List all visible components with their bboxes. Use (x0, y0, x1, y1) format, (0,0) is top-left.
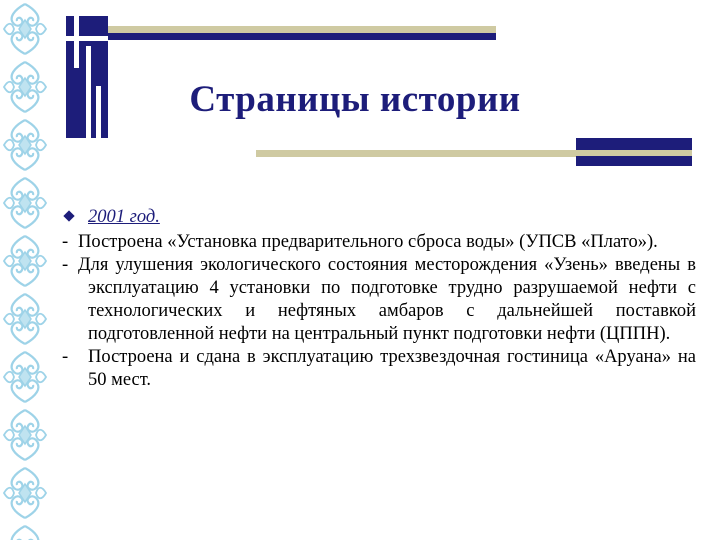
list-item-text: Построена «Установка предварительного сброса воды» (УПСВ «Плато»). (78, 232, 658, 252)
list-item (62, 254, 696, 346)
list-item-marker: - (62, 255, 69, 275)
slide-title: Страницы истории (189, 79, 521, 120)
decorative-right-stripe (576, 150, 692, 156)
decorative-top-bar-navy (108, 33, 496, 40)
list-item-marker: - (62, 347, 69, 367)
list-item-text: Для улушения экологического состояния месторождения «Узень» введены в эксплуатацию 4 установки по подготовке трудно разрушаемой нефти с технологических и нефтяных амбаров с дальнейшей поставкой подготовленной нефти на центральный пункт подготовки нефти (ЦППН). (78, 255, 696, 344)
ornament-border-icon (0, 0, 50, 540)
decorative-right-bar-beige (256, 150, 576, 157)
slide-content (62, 206, 696, 392)
decorative-top-bar-beige (108, 26, 496, 33)
list-item (62, 231, 696, 254)
heading-line (62, 206, 696, 229)
decorative-navy-block (66, 16, 108, 138)
list-item-text: Построена и сдана в эксплуатацию трехзвездочная гостиница «Аруана» на 50 мест. (88, 347, 696, 390)
list-item-marker: - (62, 232, 69, 252)
list-item (62, 346, 696, 392)
year-heading: 2001 год. (88, 207, 160, 227)
diamond-bullet-icon (63, 210, 74, 221)
